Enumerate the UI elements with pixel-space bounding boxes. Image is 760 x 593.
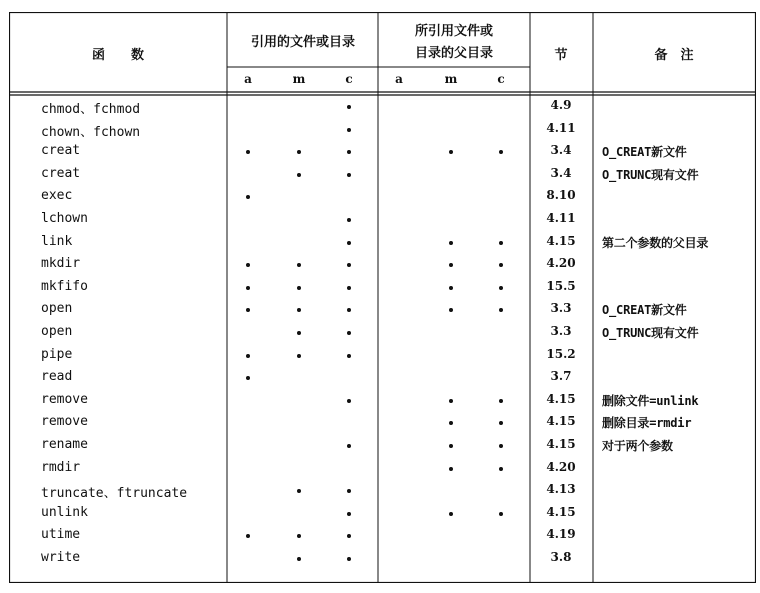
row-section: 3.3 (550, 324, 572, 338)
row-function-name: exec (41, 188, 73, 204)
row-section: 4.11 (546, 211, 576, 225)
row-note: O_CREAT新文件 (602, 145, 687, 160)
bullet-ref-c (347, 286, 351, 290)
row-section: 3.7 (550, 369, 572, 384)
header-ref-group: 引用的文件或目录 (250, 35, 356, 50)
row-section: 3.8 (550, 550, 572, 564)
header-section: 节 (554, 48, 568, 63)
header-parent-group-line1: 所引用文件或 (414, 24, 494, 39)
row-section: 4.13 (546, 482, 576, 497)
bullet-parent-c (499, 241, 503, 245)
row-section: 4.15 (546, 233, 576, 248)
bullet-parent-m (449, 512, 453, 516)
row-function-name: open (41, 301, 73, 317)
subheader-parent-c: c (497, 72, 505, 86)
row-function-name: lchown (41, 211, 88, 226)
row-function-name: rename (41, 437, 88, 452)
row-section: 4.20 (546, 256, 576, 271)
bullet-ref-c (347, 128, 351, 132)
row-section: 4.9 (550, 98, 572, 112)
row-function-name: utime (41, 527, 81, 543)
bullet-ref-c (347, 173, 351, 177)
subheader-ref-a: a (244, 72, 252, 86)
bullet-parent-m (449, 241, 453, 245)
row-function-name: pipe (41, 346, 73, 362)
bullet-ref-a (246, 354, 250, 358)
row-section: 15.5 (546, 278, 576, 293)
row-function-name: unlink (41, 504, 88, 520)
row-function-name: mkfifo (41, 278, 88, 294)
row-section: 4.11 (546, 120, 576, 135)
bullet-ref-c (347, 399, 351, 403)
bullet-ref-m (297, 354, 301, 358)
row-note: O_CREAT新文件 (602, 303, 687, 318)
row-section: 4.19 (546, 527, 576, 542)
bullet-ref-c (347, 557, 351, 561)
bullet-ref-c (347, 105, 351, 109)
row-function-name: remove (41, 414, 88, 430)
bullet-parent-c (499, 444, 503, 448)
bullet-parent-c (499, 467, 503, 471)
subheader-parent-a: a (395, 72, 403, 86)
bullet-ref-c (347, 444, 351, 448)
row-note: O_TRUNC现有文件 (602, 326, 699, 340)
row-note: O_TRUNC现有文件 (602, 167, 699, 182)
bullet-parent-c (499, 286, 503, 290)
row-section: 4.15 (546, 504, 576, 519)
row-function-name: read (41, 369, 73, 385)
header-notes: 备 注 (654, 48, 694, 63)
bullet-ref-m (297, 557, 301, 561)
bullet-parent-m (449, 286, 453, 290)
row-function-name: write (41, 550, 81, 565)
row-section: 3.4 (550, 143, 572, 158)
row-note: 对于两个参数 (602, 439, 673, 453)
row-function-name: creat (41, 143, 81, 159)
row-function-name: creat (41, 165, 81, 181)
row-note: 第二个参数的父目录 (602, 235, 709, 250)
row-function-name: mkdir (41, 256, 81, 272)
row-function-name: rmdir (41, 459, 81, 475)
bullet-parent-m (449, 399, 453, 403)
row-function-name: truncate、ftruncate (41, 486, 188, 502)
bullet-ref-c (347, 354, 351, 358)
subheader-ref-c: c (345, 72, 353, 86)
bullet-ref-m (297, 331, 301, 335)
row-section: 15.2 (546, 346, 576, 361)
row-function-name: open (41, 324, 73, 339)
header-function: 函 数 (91, 48, 145, 63)
subheader-parent-m: m (444, 72, 458, 86)
bullet-parent-m (449, 467, 453, 471)
row-section: 8.10 (546, 188, 576, 203)
row-section: 3.3 (550, 301, 572, 316)
bullet-parent-c (499, 512, 503, 516)
row-function-name: chown、fchown (41, 124, 141, 140)
bullet-ref-c (347, 331, 351, 335)
row-function-name: chmod、fchmod (41, 102, 141, 117)
bullet-parent-c (499, 399, 503, 403)
row-note: 删除文件=unlink (602, 393, 699, 408)
row-function-name: remove (41, 391, 88, 407)
bullet-ref-c (347, 218, 351, 222)
row-note: 删除目录=rmdir (602, 416, 692, 431)
subheader-ref-m: m (292, 72, 306, 86)
row-function-name: link (41, 233, 73, 249)
row-section: 4.15 (546, 437, 576, 451)
bullet-ref-c (347, 512, 351, 516)
row-section: 4.15 (546, 414, 576, 429)
function-table (9, 12, 756, 583)
row-section: 4.20 (546, 459, 576, 474)
bullet-parent-m (449, 444, 453, 448)
header-parent-group-line2: 目录的父目录 (414, 46, 494, 61)
bullet-ref-m (297, 173, 301, 177)
bullet-ref-a (246, 286, 250, 290)
bullet-ref-c (347, 241, 351, 245)
bullet-ref-m (297, 286, 301, 290)
row-section: 4.15 (546, 391, 576, 406)
row-section: 3.4 (550, 165, 572, 180)
